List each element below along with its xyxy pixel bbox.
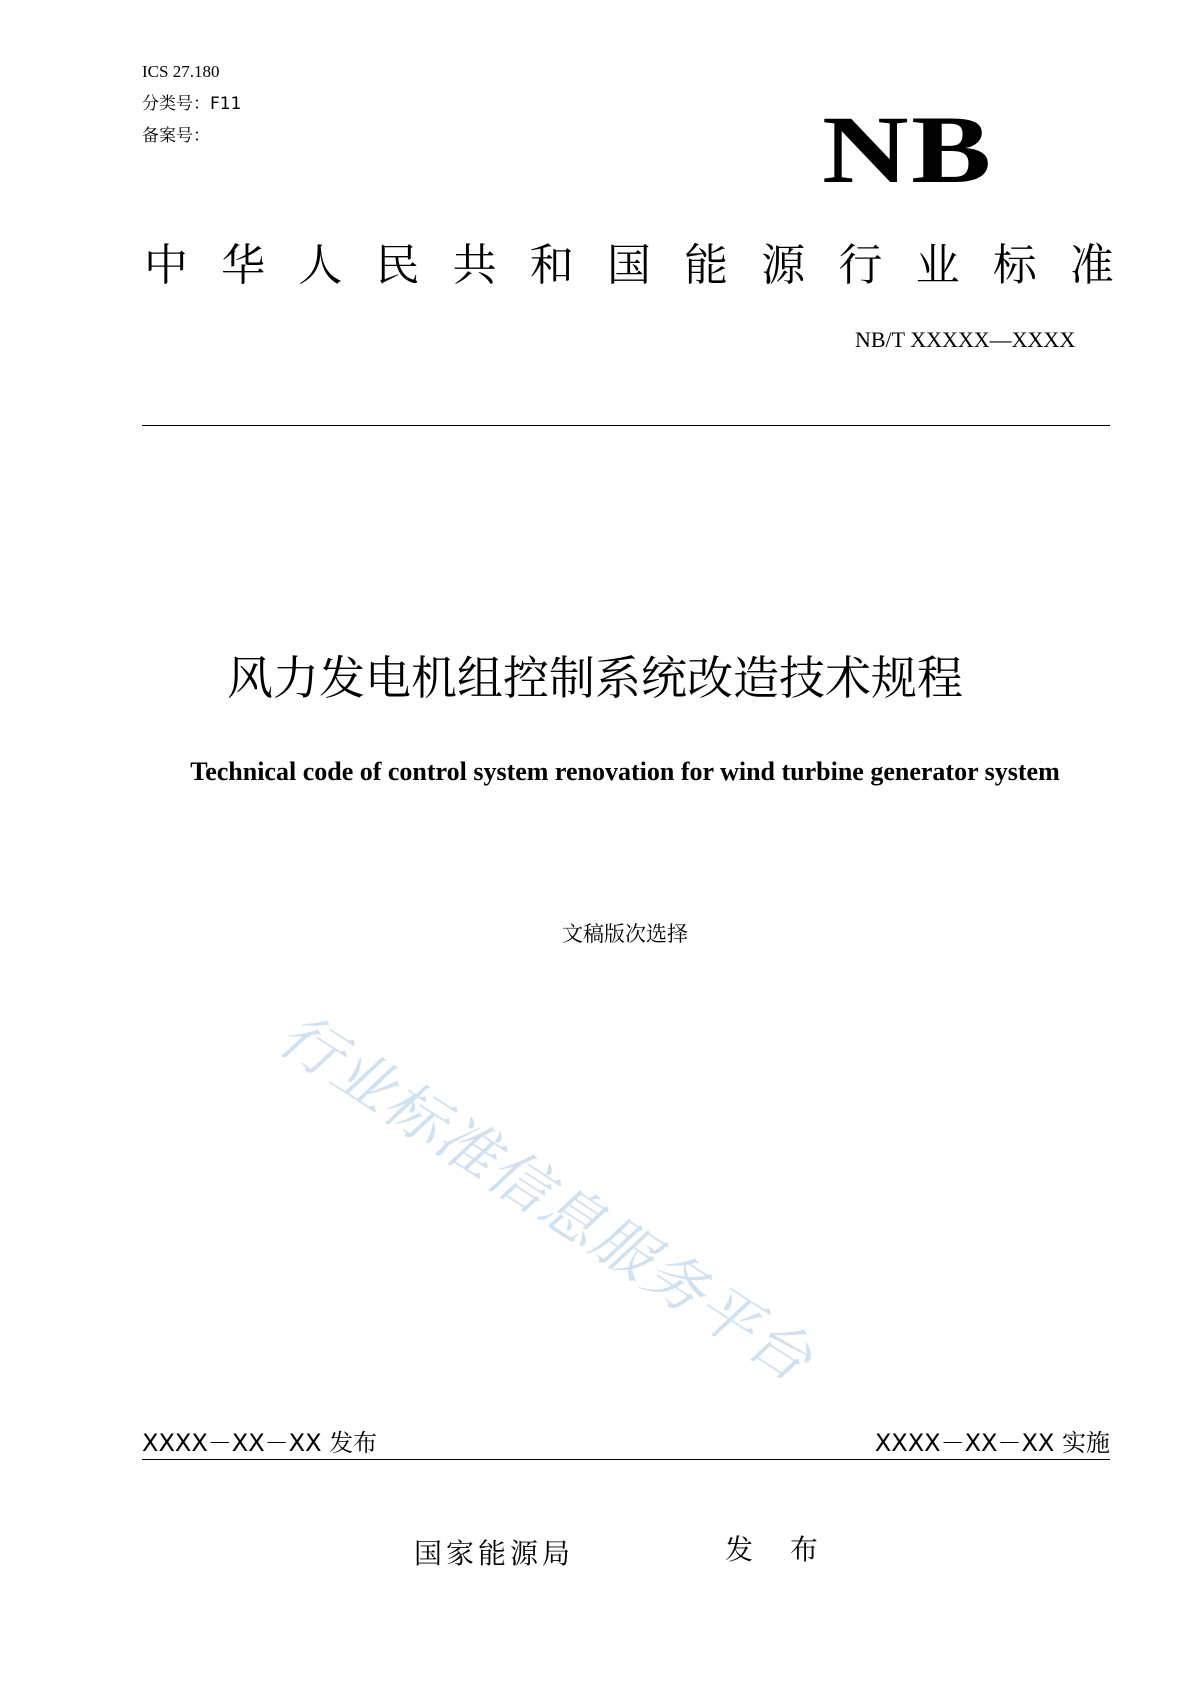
standard-title-char: 源	[761, 240, 806, 291]
standard-title-char: 业	[915, 240, 960, 291]
top-divider	[142, 425, 1110, 426]
standard-title-char: 准	[1069, 240, 1114, 291]
document-title-cn: 风力发电机组控制系统改造技术规程	[227, 651, 963, 705]
standard-category-title	[144, 236, 1114, 296]
standard-title-char: 和	[529, 240, 574, 291]
record-number: 备案号：	[142, 126, 210, 146]
standard-title-char: 中	[144, 240, 188, 291]
standard-title-char: 能	[684, 240, 729, 291]
publish-date: XXXX－XX－XX 发布	[142, 1429, 378, 1457]
watermark: 行业标准信息服务平台	[266, 1000, 825, 1397]
standard-title-char: 标	[992, 240, 1037, 291]
effective-date: XXXX－XX－XX 实施	[874, 1429, 1110, 1457]
bottom-divider	[142, 1459, 1110, 1460]
standard-title-char: 共	[452, 240, 497, 291]
standard-title-char: 华	[221, 240, 266, 291]
version-note: 文稿版次选择	[562, 922, 688, 946]
standard-number: NB/T XXXXX—XXXX	[855, 327, 1076, 352]
document-title-en: Technical code of control system renovation for wind turbine generator system	[190, 757, 1060, 786]
issuing-authority: 国家能源局	[414, 1537, 575, 1570]
standard-title-char: 民	[375, 240, 420, 291]
standard-title-char: 国	[606, 240, 651, 291]
nb-logo: NB	[822, 96, 994, 203]
ics-code: ICS 27.180	[142, 62, 220, 81]
classification-number: 分类号：F11	[142, 94, 242, 114]
issue-label: 发 布	[725, 1533, 832, 1566]
standard-title-char: 人	[298, 240, 343, 291]
standard-title-char: 行	[838, 240, 883, 291]
